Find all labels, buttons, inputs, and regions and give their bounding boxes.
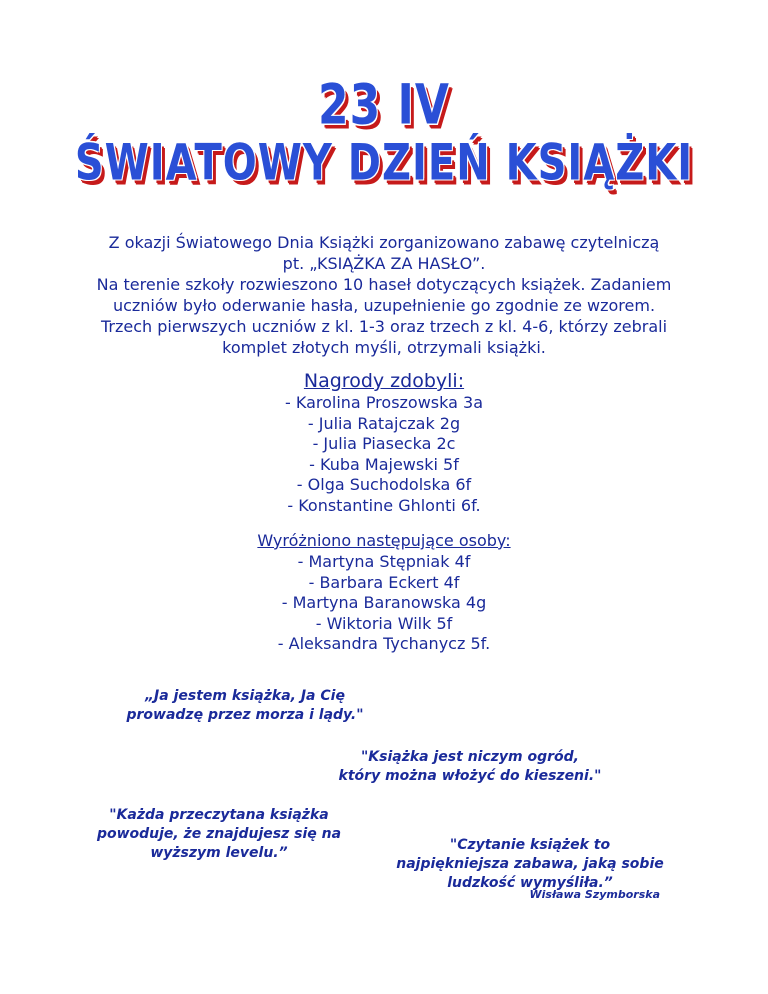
winner-item: - Olga Suchodolska 6f (296, 475, 472, 494)
quote-line: ludzkość wymyśliła.” (447, 875, 613, 891)
quote-line: prowadzę przez morza i lądy." (126, 707, 364, 723)
winners-heading: Nagrody zdobyli: (303, 370, 465, 392)
quote-line: "Każda przeczytana książka (109, 807, 329, 823)
quote-line: "Książka jest niczym ogród, (361, 749, 579, 765)
quote-line: powoduje, że znajdujesz się na (96, 826, 342, 842)
quote-ja-jestem-ksiazka (110, 687, 380, 725)
quote-line: "Czytanie książek to (449, 837, 611, 853)
quote-kazda-przeczytana (84, 806, 354, 863)
honorable-item: - Barbara Eckert 4f (308, 572, 460, 592)
quote-czytanie-ksiazek (370, 836, 690, 893)
intro-paragraph (80, 232, 688, 358)
intro-line: Z okazji Światowego Dnia Książki zorganizowano zabawę czytelniczą (108, 233, 660, 252)
quote-ksiazka-ogrod (320, 748, 620, 786)
intro-line: komplet złotych myśli, otrzymali książki. (222, 338, 546, 357)
winner-item: - Karolina Proszowska 3a (285, 393, 483, 412)
honorable-item: - Wiktoria Wilk 5f (315, 613, 453, 633)
intro-line: pt. „KSIĄŻKA ZA HASŁO”. (282, 254, 486, 273)
title-date: 23 IV (318, 73, 450, 138)
winner-item: - Julia Piasecka 2c (312, 434, 456, 453)
quote-line: „Ja jestem książka, Ja Cię (145, 688, 345, 704)
winner-item: - Kuba Majewski 5f (309, 454, 459, 474)
quote-line: najpiękniejsza zabawa, jaką sobie (396, 856, 664, 872)
winner-item: - Konstantine Ghlonti 6f. (287, 495, 481, 515)
quote-line: który można włożyć do kieszeni." (338, 768, 602, 784)
winner-item: - Julia Ratajczak 2g (307, 413, 461, 433)
honorable-item: - Martyna Stępniak 4f (297, 552, 471, 571)
winners-list (0, 393, 768, 516)
quote-author: Wisława Szymborska (529, 888, 660, 901)
intro-line: Na terenie szkoły rozwieszono 10 haseł dotyczących książek. Zadaniem (96, 275, 672, 294)
intro-line: uczniów było oderwanie hasła, uzupełnienie go zgodnie ze wzorem. (112, 296, 656, 315)
quote-line: wyższym levelu.” (150, 845, 288, 861)
honorable-item: - Martyna Baranowska 4g (281, 593, 487, 612)
title-main: ŚWIATOWY DZIEŃ KSIĄŻKI (74, 134, 694, 192)
honorable-list (0, 552, 768, 655)
honorable-heading: Wyróżniono następujące osoby: (257, 531, 511, 550)
intro-line: Trzech pierwszych uczniów z kl. 1-3 oraz trzech z kl. 4-6, którzy zebrali (100, 317, 668, 336)
honorable-item: - Aleksandra Tychanycz 5f. (277, 634, 491, 653)
